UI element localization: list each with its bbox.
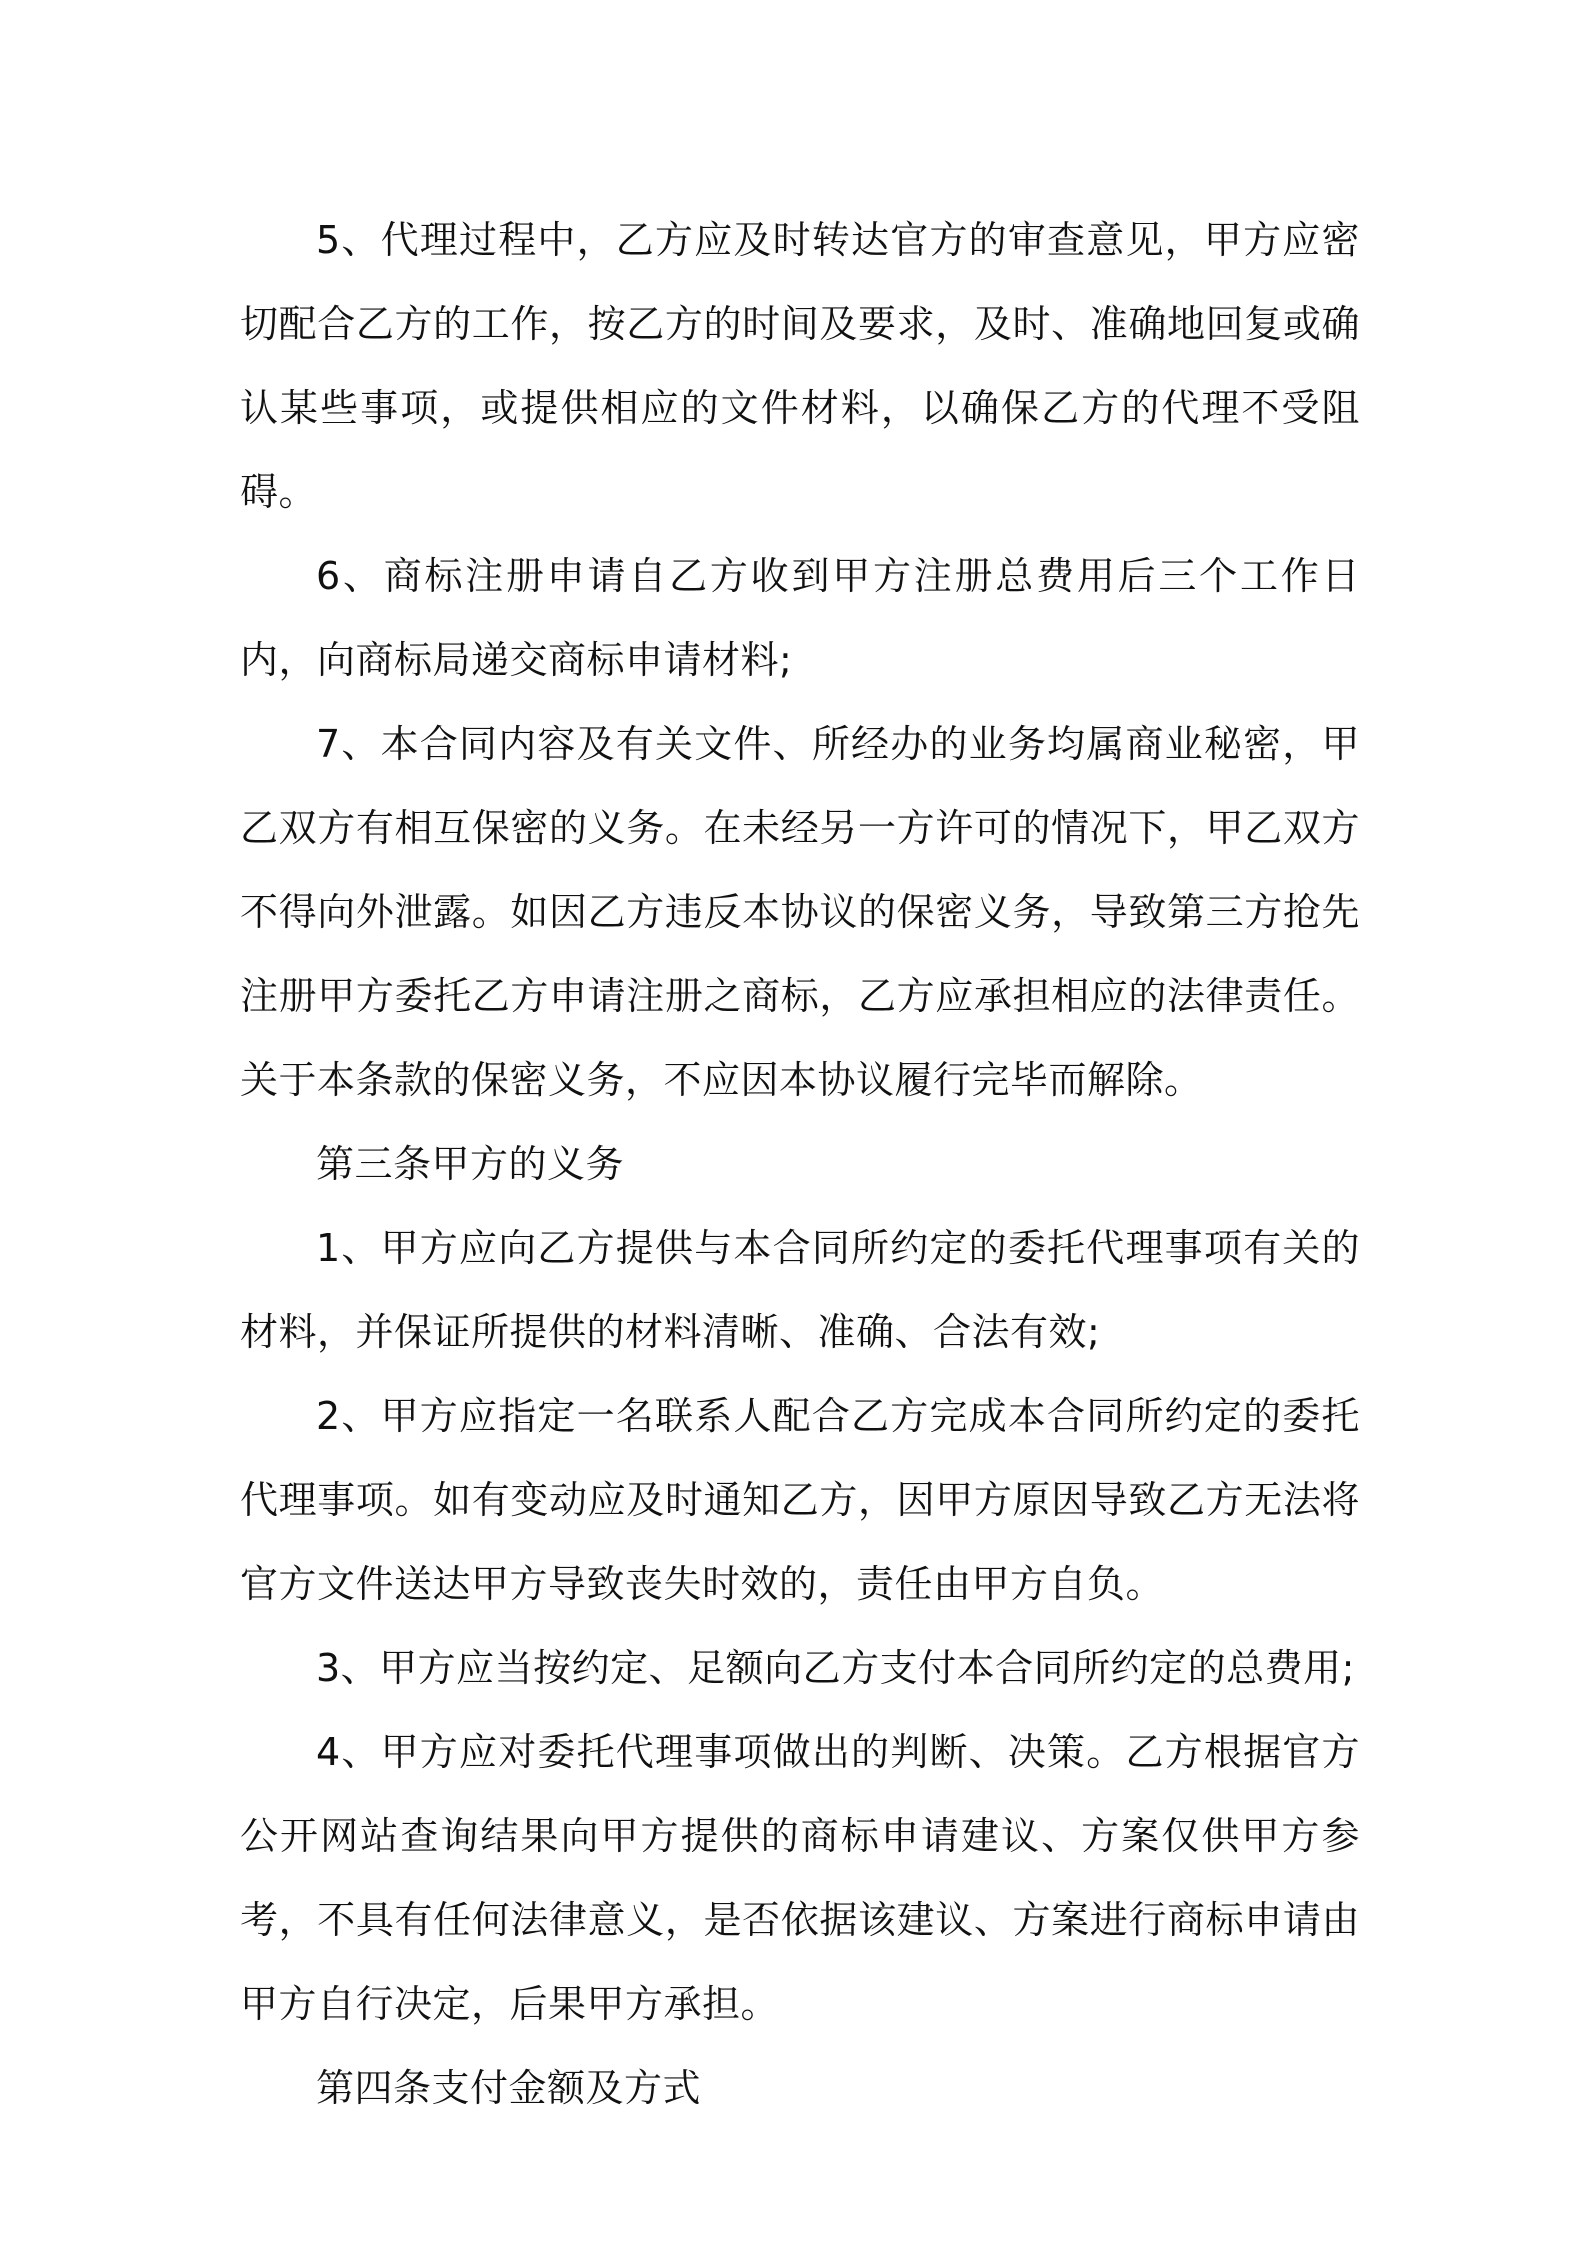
document-body <box>240 198 1360 2130</box>
paragraph-clause-3-1: 1、甲方应向乙方提供与本合同所约定的委托代理事项有关的材料，并保证所提供的材料清晰、准确、合法有效; <box>240 1226 1360 1354</box>
paragraph-clause-2-7: 7、本合同内容及有关文件、所经办的业务均属商业秘密，甲乙双方有相互保密的义务。在未经另一方许可的情况下，甲乙双方不得向外泄露。如因乙方违反本协议的保密义务，导致第三方抢先注册甲方委托乙方申请注册之商标，乙方应承担相应的法律责任。关于本条款的保密义务，不应因本协议履行完毕而解除。 <box>240 722 1360 1102</box>
paragraph-clause-3-4: 4、甲方应对委托代理事项做出的判断、决策。乙方根据官方公开网站查询结果向甲方提供的商标申请建议、方案仅供甲方参考，不具有任何法律意义，是否依据该建议、方案进行商标申请由甲方自行决定，后果甲方承担。 <box>240 1730 1360 2026</box>
paragraph-clause-2-5: 5、代理过程中，乙方应及时转达官方的审查意见，甲方应密切配合乙方的工作，按乙方的时间及要求，及时、准确地回复或确认某些事项，或提供相应的文件材料，以确保乙方的代理不受阻碍。 <box>240 218 1360 514</box>
paragraph-clause-3-2: 2、甲方应指定一名联系人配合乙方完成本合同所约定的委托代理事项。如有变动应及时通知乙方，因甲方原因导致乙方无法将官方文件送达甲方导致丧失时效的，责任由甲方自负。 <box>240 1394 1360 1606</box>
paragraph-clause-2-6: 6、商标注册申请自乙方收到甲方注册总费用后三个工作日内，向商标局递交商标申请材料; <box>240 554 1360 682</box>
article-3-heading: 第三条甲方的义务 <box>316 1142 625 1186</box>
article-4-heading: 第四条支付金额及方式 <box>316 2066 702 2110</box>
paragraph-clause-3-3: 3、甲方应当按约定、足额向乙方支付本合同所约定的总费用; <box>316 1646 1355 1690</box>
